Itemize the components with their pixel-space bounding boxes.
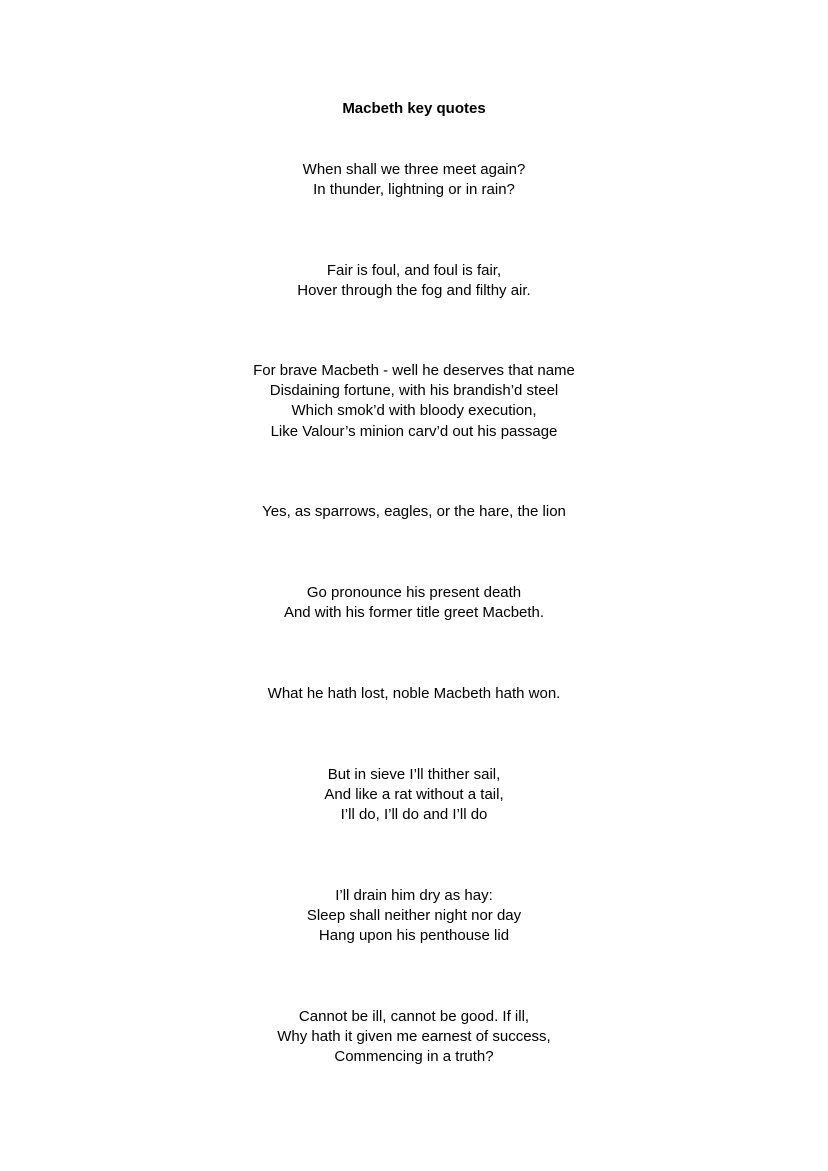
quote-block <box>0 886 828 947</box>
quote-block <box>0 502 828 522</box>
quote-line: Sleep shall neither night nor day <box>306 907 522 925</box>
quote-line: Why hath it given me earnest of success, <box>277 1028 551 1046</box>
quote-block <box>0 583 828 623</box>
document-title: Macbeth key quotes <box>342 100 486 117</box>
quote-block <box>0 765 828 826</box>
quote-line: Cannot be ill, cannot be good. If ill, <box>298 1008 530 1025</box>
quote-line: For brave Macbeth - well he deserves that name <box>253 362 575 379</box>
quote-line: I’ll do, I’ll do and I’ll do <box>340 806 488 824</box>
quote-line: And with his former title greet Macbeth. <box>283 604 545 622</box>
quote-line: In thunder, lightning or in rain? <box>313 181 515 199</box>
quote-line: Which smok’d with bloody execution, <box>291 402 537 420</box>
quote-line: What he hath lost, noble Macbeth hath won. <box>267 685 561 702</box>
quote-block <box>0 1007 828 1068</box>
quote-line: Go pronounce his present death <box>306 584 522 601</box>
quote-line: When shall we three meet again? <box>302 161 526 178</box>
quote-line: Hang upon his penthouse lid <box>318 927 510 945</box>
quote-line: Disdaining fortune, with his brandish’d steel <box>269 382 559 400</box>
quote-line: Commencing in a truth? <box>334 1048 494 1066</box>
quote-block <box>0 160 828 200</box>
quote-block <box>0 261 828 301</box>
quote-line: Fair is foul, and foul is fair, <box>326 262 502 279</box>
quote-line: Like Valour’s minion carv’d out his passage <box>270 422 558 440</box>
quote-line: Yes, as sparrows, eagles, or the hare, the lion <box>262 503 566 520</box>
quote-line: Hover through the fog and filthy air. <box>297 282 531 300</box>
quote-block <box>0 361 828 442</box>
quote-line: I’ll drain him dry as hay: <box>335 887 493 904</box>
quote-line: But in sieve I’ll thither sail, <box>327 766 501 783</box>
quote-block <box>0 684 828 704</box>
quote-line: And like a rat without a tail, <box>324 786 504 804</box>
